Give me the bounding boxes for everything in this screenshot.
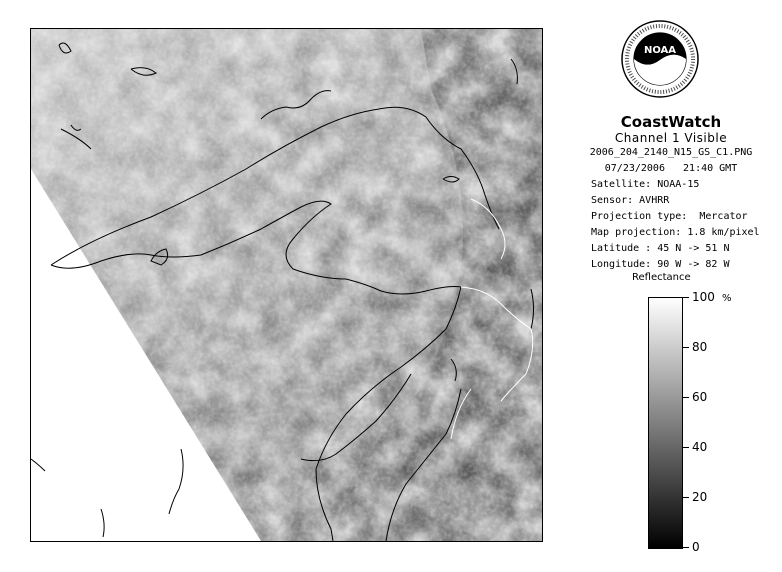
- satellite-info: Satellite: NOAA-15: [591, 179, 700, 190]
- colorbar-tick-label: 80: [692, 340, 708, 354]
- colorbar-tick-label: 0: [692, 540, 700, 554]
- reflectance-colorbar: [648, 297, 683, 549]
- projection-type-info: Projection type: Mercator: [591, 211, 748, 222]
- satellite-image-map: [31, 29, 542, 541]
- colorbar-tick: [683, 297, 689, 298]
- map-projection-info: Map projection: 1.8 km/pixel: [591, 227, 760, 238]
- colorbar-unit: %: [722, 293, 732, 304]
- colorbar-tick-label: 20: [692, 490, 708, 504]
- image-datetime: 07/23/2006 21:40 GMT: [604, 163, 738, 174]
- colorbar-tick: [683, 397, 689, 398]
- colorbar-tick-label: 40: [692, 440, 708, 454]
- sensor-info: Sensor: AVHRR: [591, 195, 670, 206]
- colorbar-tick-label: 60: [692, 390, 708, 404]
- colorbar-tick: [683, 497, 689, 498]
- colorbar-tick: [683, 547, 689, 548]
- noaa-seal-icon: [621, 20, 699, 98]
- colorbar-tick: [683, 447, 689, 448]
- product-title: CoastWatch: [620, 113, 722, 131]
- image-filename: 2006_204_2140_N15_GS_C1.PNG: [589, 147, 753, 158]
- latitude-info: Latitude : 45 N -> 51 N: [591, 243, 730, 254]
- channel-subtitle: Channel 1 Visible: [614, 131, 728, 145]
- colorbar-label: Reflectance: [632, 272, 691, 283]
- noaa-logo: [621, 20, 699, 98]
- longitude-info: Longitude: 90 W -> 82 W: [591, 259, 730, 270]
- colorbar-tick: [683, 347, 689, 348]
- colorbar-tick-label: 100: [692, 290, 715, 304]
- satellite-image-panel: [30, 28, 543, 542]
- svg-text:NOAA: NOAA: [643, 45, 677, 56]
